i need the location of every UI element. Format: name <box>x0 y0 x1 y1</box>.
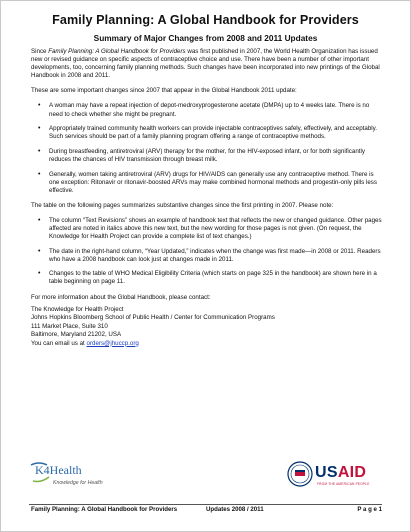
changes-intro: These are some important changes since 2007 that appear in the Global Handbook 2011 update: <box>31 87 297 95</box>
list-item: • The column “Text Revisions” shows an example of handbook text that reflects the new or changed guidance. Other pages affected are noted in italics above this new text, but the new wording for those pages is not given. (On request, the Knowledge for Health Project can provide a complete list of text changes.) <box>38 216 382 241</box>
bullet-icon: • <box>38 247 41 255</box>
contact-city: Baltimore, Maryland 21202, USA <box>31 331 122 339</box>
list-item: • During breastfeeding, antiretroviral (ARV) therapy for the mother, for the HIV-exposed infant, or for both significantly reduces the chances of HIV transmission through breast milk. <box>38 147 365 163</box>
list-item: • The date in the right-hand column, “Year Updated,” indicates when the change was first made—in 2008 or 2011. Readers who have a 2008 handbook can look just at changes made in 2011. <box>38 247 381 263</box>
footer-updates: Updates 2008 / 2011 <box>206 506 264 513</box>
contact-center: Johns Hopkins Bloomberg School of Public Health / Center for Communication Programs <box>31 314 275 322</box>
bullet-icon: • <box>38 270 41 278</box>
usaid-tagline: FROM THE AMERICAN PEOPLE <box>317 482 370 486</box>
usaid-seal-icon <box>287 461 313 487</box>
document-body <box>31 48 383 348</box>
footer-divider <box>29 504 382 505</box>
bullet-icon: • <box>38 170 41 178</box>
notes-list <box>31 217 383 287</box>
footer-title: Family Planning: A Global Handbook for Providers <box>31 506 178 513</box>
k4health-wordmark: K4Health <box>35 463 82 477</box>
contact-email-line: You can email us at orders@jhuccp.org <box>31 339 139 347</box>
page-number: P a g e 1 <box>357 506 382 513</box>
contact-intro: For more information about the Global Handbook, please contact: <box>31 293 211 301</box>
page-title: Family Planning: A Global Handbook for Providers <box>52 13 359 27</box>
list-item: • A woman may have a repeat injection of depot-medroxyprogesterone acetate (DMPA) up to 4 weeks late. There is no need to check whether she might be pregnant. <box>38 102 370 118</box>
usaid-wordmark: USAID <box>315 464 367 481</box>
bullet-icon: • <box>38 125 41 133</box>
k4health-tagline: Knowledge for Health <box>53 480 103 486</box>
contact-street: 111 Market Place, Suite 310 <box>31 322 108 330</box>
bullet-icon: • <box>38 147 41 155</box>
changes-list <box>31 102 383 194</box>
contact-block <box>31 294 383 348</box>
table-intro: The table on the following pages summarizes substantive changes since the first printing in 2007. Please note: <box>31 201 334 209</box>
email-link[interactable]: orders@jhuccp.org <box>86 339 139 347</box>
intro-paragraph: Since Family Planning: A Global Handbook for Providers was first published in 2007, the World Health Organization has issued new or revised guidance on specific aspects of contraceptive choice and use. There have been a number of other important developments, too, concerning family planning methods. Such changes have been incorporated into new printings of the Global Handbook in 2008 and 2011. <box>31 48 380 80</box>
usaid-logo <box>285 459 385 489</box>
page-subtitle: Summary of Major Changes from 2008 and 2011 Updates <box>93 33 318 43</box>
list-item: • Generally, women taking antiretroviral (ARV) drugs for HIV/AIDS can generally use any contraceptive method. There is one exception: Ritonavir or ritonavir-boosted ARVs may make combined hormonal methods and progestin-only pills less effective. <box>38 170 377 194</box>
bullet-icon: • <box>38 216 41 224</box>
list-item: • Changes to the table of WHO Medical Eligibility Criteria (which starts on page 325 in the handbook) are shown here in a table beginning on page 11. <box>38 270 377 286</box>
handbook-title-italic: Family Planning: A Global Handbook for Providers <box>48 48 186 55</box>
contact-org: The Knowledge for Health Project <box>31 305 124 313</box>
bullet-icon: • <box>38 102 41 110</box>
list-item: • Appropriately trained community health workers can provide injectable contraceptives safely, effectively, and acceptably. Such services should be part of a family planning program offering a range of contraceptive methods. <box>38 125 377 141</box>
k4health-logo <box>29 459 119 487</box>
